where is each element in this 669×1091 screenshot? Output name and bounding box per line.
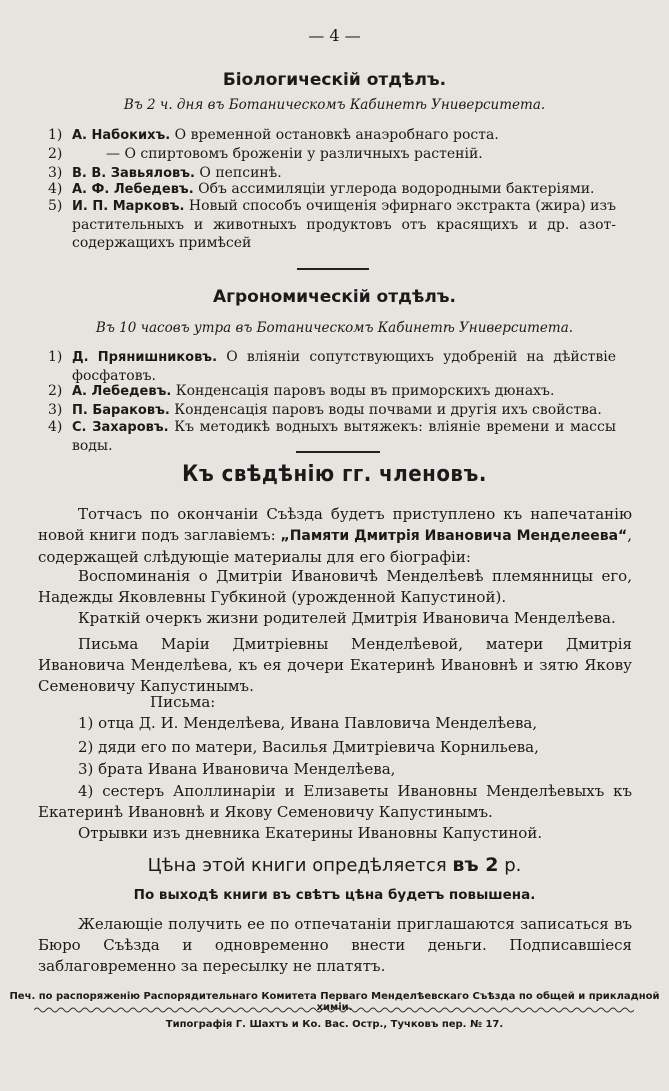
- letter-1: 1) отца Д. И. Менделѣева, Ивана Павловича Менделѣева,: [78, 714, 538, 732]
- content-item-letters-mother: Письма Маріи Дмитріевны Менделѣевой, матери Дмитрія Ивановича Менделѣева, къ ея дочери Екатеринѣ Ивановнѣ и зятю Якову Семеновичу Капустинымъ.: [38, 635, 632, 695]
- content-item-diary: Отрывки изъ дневника Екатерины Ивановны Капустиной.: [78, 824, 543, 842]
- item-author: В. В. Завьяловъ.: [72, 166, 195, 181]
- price-text-a: Цѣна этой книги опредѣляется: [147, 855, 453, 876]
- letter-3: 3) брата Ивана Ивановича Менделѣева,: [78, 760, 396, 778]
- members-heading: Къ свѣдѣнію гг. членовъ.: [182, 462, 487, 487]
- item-number: 3): [48, 402, 63, 418]
- agro-subheading: Въ 10 часовъ утра въ Ботаническомъ Кабинетѣ Университета.: [95, 320, 574, 336]
- item-number: 4): [48, 419, 63, 435]
- agro-item-1: [48, 348, 616, 385]
- agro-heading: Агрономическій отдѣлъ.: [212, 287, 457, 307]
- item-text: Конденсація паровъ воды почвами и другія ихъ свойства.: [169, 402, 602, 418]
- item-author: П. Бараковъ.: [72, 403, 170, 418]
- agro-item-4: [48, 418, 616, 455]
- bio-item-5: [48, 197, 616, 252]
- item-author: С. Захаровъ.: [72, 420, 169, 435]
- page-number: — 4 —: [308, 26, 361, 45]
- letters-label: Письма:: [150, 693, 216, 711]
- item-number: 1): [48, 127, 63, 143]
- item-author: А. Лебедевъ.: [72, 384, 172, 399]
- item-author: Д. Прянишниковъ.: [72, 350, 218, 365]
- item-text: Конденсація паровъ воды въ приморскихъ дюнахъ.: [171, 383, 555, 399]
- section-divider: [297, 268, 369, 270]
- item-number: 5): [48, 198, 63, 214]
- item-text: Объ ассимиляціи углерода водородными бактеріями.: [193, 181, 595, 197]
- price-text-c: р.: [498, 855, 522, 876]
- subscription-info: Желающіе получить ее по отпечатаніи приглашаются записаться въ Бюро Съѣзда и одновременно внести деньги. Подписавшіеся заблаговременно за пересылку не платятъ.: [38, 915, 632, 975]
- bio-item-2: [48, 145, 616, 164]
- printing-authorization: Печ. по распоряженію Распорядительнаго Комитета Перваго Менделѣевскаго Съѣзда по общей и прикладной химіи.: [9, 991, 660, 1013]
- wavy-divider: [34, 1006, 634, 1014]
- price-amount: въ 2: [452, 854, 499, 876]
- bio-subheading: Въ 2 ч. дня въ Ботаническомъ Кабинетѣ Университета.: [123, 97, 546, 113]
- intro-text-a: Тотчасъ по окончаніи Съѣзда будетъ приступлено къ напечатанію новой книги подъ заглавіемъ:: [38, 505, 632, 544]
- book-intro: [38, 504, 632, 568]
- book-title: „Памяти Дмитрія Ивановича Менделеева“: [280, 528, 628, 544]
- bio-heading: Біологическій отдѣлъ.: [222, 70, 447, 90]
- bio-item-1: [48, 126, 616, 145]
- content-item-memoirs: Воспоминанія о Дмитріи Ивановичѣ Менделѣевѣ племянницы его, Надежды Яковлевны Губкиной (урожденной Капустиной).: [38, 567, 632, 606]
- content-item-essay: Краткій очеркъ жизни родителей Дмитрія Ивановича Менделѣева.: [78, 609, 616, 627]
- item-number: 3): [48, 165, 63, 181]
- item-author: А. Набокихъ.: [72, 128, 171, 143]
- section-divider: [296, 451, 380, 453]
- item-text: О вліяніи сопутствующихъ удобреній на дѣйствіе фосфатовъ.: [72, 349, 616, 384]
- agro-item-2: [48, 382, 616, 401]
- item-text: — О спиртовомъ броженіи у различныхъ растеній.: [106, 146, 483, 162]
- item-number: 2): [48, 383, 63, 399]
- book-price: [0, 854, 669, 876]
- item-author: И. П. Марковъ.: [72, 199, 185, 214]
- intro-text-b: , содержащей слѣдующіе материалы для его біографіи:: [38, 526, 632, 566]
- item-text: Новый способъ очищенія эфирнаго экстракта (жира) изъ растительныхъ и животныхъ продуктовъ отъ красящихъ и др. азот-содержащихъ примѣсей: [72, 198, 616, 251]
- item-author: А. Ф. Лебедевъ.: [72, 182, 194, 197]
- letter-2: 2) дяди его по матери, Василья Дмитріевича Корнильева,: [78, 738, 539, 756]
- printer-info: Типографія Г. Шахтъ и Ко. Вас. Остр., Тучковъ пер. № 17.: [165, 1019, 504, 1030]
- item-text: О временной остановкѣ анаэробнаго роста.: [170, 127, 499, 143]
- item-text: О пепсинѣ.: [194, 165, 282, 181]
- item-number: 4): [48, 181, 63, 197]
- item-number: 2): [48, 146, 63, 162]
- price-increase-notice: По выходѣ книги въ свѣтъ цѣна будетъ повышена.: [133, 887, 536, 903]
- letter-4: 4) сестеръ Аполлинаріи и Елизаветы Ивановны Менделѣевыхъ къ Екатеринѣ Ивановнѣ и Якову Семеновичу Капустинымъ.: [38, 782, 632, 821]
- item-number: 1): [48, 349, 63, 365]
- item-text: Къ методикѣ водныхъ вытяжекъ: вліяніе времени и массы воды.: [72, 419, 617, 454]
